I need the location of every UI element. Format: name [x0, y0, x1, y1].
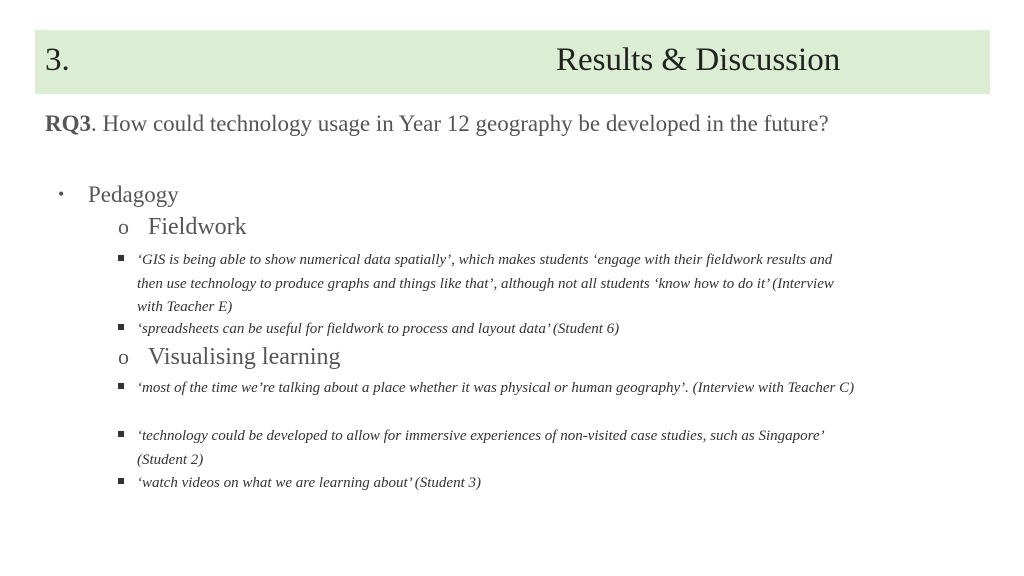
- bullet-marker: •: [58, 184, 65, 204]
- sub-bullet-marker: o: [118, 344, 129, 369]
- quote-text: ‘GIS is being able to show numerical data spatially’, which makes students ‘engage with their fieldwork results and then use technology to produce graphs and things like that’, although not all students ‘know how to do it’ (Interview with Teacher E): [137, 252, 834, 315]
- research-question-label: RQ3: [45, 111, 91, 136]
- section-number: 3.: [45, 42, 70, 78]
- quote-text: ‘most of the time we’re talking about a place whether it was physical or human geography’. (Interview with Teacher C): [137, 380, 855, 396]
- square-bullet-icon: [118, 431, 124, 437]
- quote-text: ‘technology could be developed to allow for immersive experiences of non-visited case studies, such as Singapore’ (Student 2): [137, 428, 823, 468]
- slide-title: Results & Discussion: [556, 42, 841, 78]
- subheading-visualising-learning: [118, 344, 341, 371]
- square-bullet-icon: [118, 478, 124, 484]
- title-bar: [35, 30, 990, 94]
- subheading-label: Visualising learning: [148, 344, 341, 370]
- bullet-pedagogy: [58, 182, 179, 208]
- quote-item: [118, 249, 858, 320]
- square-bullet-icon: [118, 383, 124, 389]
- bullet-label: Pedagogy: [88, 182, 179, 207]
- subheading-fieldwork: [118, 214, 247, 241]
- quote-text: ‘watch videos on what we are learning about’ (Student 3): [137, 475, 481, 491]
- quote-item: [118, 377, 858, 401]
- research-question-text: . How could technology usage in Year 12 geography be developed in the future?: [91, 111, 829, 136]
- research-question: [45, 106, 945, 141]
- square-bullet-icon: [118, 324, 124, 330]
- square-bullet-icon: [118, 255, 124, 261]
- quote-text: ‘spreadsheets can be useful for fieldwork to process and layout data’ (Student 6): [137, 321, 620, 337]
- sub-bullet-marker: o: [118, 214, 129, 239]
- subheading-label: Fieldwork: [148, 214, 247, 240]
- quote-item: [118, 472, 858, 496]
- quote-item: [118, 425, 858, 472]
- quote-item: [118, 318, 858, 342]
